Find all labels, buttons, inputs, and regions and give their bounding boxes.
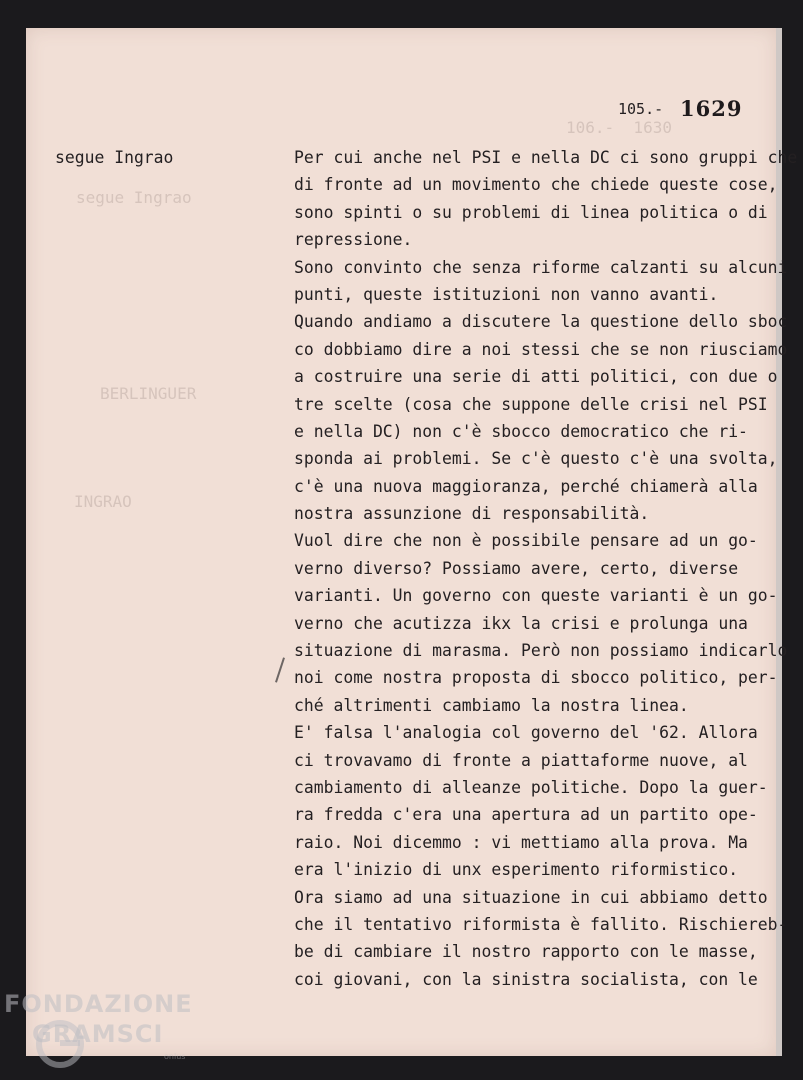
text-line: raio. Noi dicemmo : vi mettiamo alla prova. Ma xyxy=(294,832,748,852)
text-line: E' falsa l'analogia col governo del '62. Allora xyxy=(294,723,758,743)
text-line: Quando andiamo a discutere la questione dello sboc xyxy=(294,312,788,332)
archive-stamp-number: 1629 xyxy=(680,96,743,121)
bleed-through-mark: segue Ingrao xyxy=(76,188,192,207)
text-line: verno che acutizza ikx la crisi e prolunga una xyxy=(294,613,748,633)
bleed-through-mark: BERLINGUER xyxy=(100,384,197,403)
text-line: punti, queste istituzioni non vanno avanti. xyxy=(294,284,719,304)
text-line: situazione di marasma. Però non possiamo indicarlo xyxy=(294,641,788,661)
text-line: Per cui anche nel PSI e nella DC ci sono gruppi che xyxy=(294,148,798,167)
text-line: noi come nostra proposta di sbocco politico, per- xyxy=(294,668,778,688)
text-line: tre scelte (cosa che suppone delle crisi nel PSI xyxy=(294,394,768,414)
text-line: c'è una nuova maggioranza, perché chiamerà alla xyxy=(294,476,758,496)
fondazione-gramsci-watermark xyxy=(4,990,204,1070)
text-line: e nella DC) non c'è sbocco democratico che ri- xyxy=(294,421,748,441)
text-line: repressione. xyxy=(294,230,413,250)
text-line: varianti. Un governo con queste varianti è un go- xyxy=(294,586,778,606)
page-number: 105.- xyxy=(618,100,664,118)
text-line: Vuol dire che non è possibile pensare ad un go- xyxy=(294,531,758,551)
text-line: nostra assunzione di responsabilità. xyxy=(294,504,650,524)
text-line: cambiamento di alleanze politiche. Dopo la guer- xyxy=(294,777,768,797)
text-line: verno diverso? Possiamo avere, certo, diverse xyxy=(294,558,739,578)
watermark-line-1: FONDAZIONE xyxy=(4,990,193,1018)
bleed-through-mark: INGRAO xyxy=(74,492,132,511)
text-line: ra fredda c'era una apertura ad un partito ope- xyxy=(294,805,758,825)
text-line: coi giovani, con la sinistra socialista, con le xyxy=(294,969,758,989)
speaker-margin-label: segue Ingrao xyxy=(55,148,174,167)
text-line: be di cambiare il nostro rapporto con le masse, xyxy=(294,942,758,962)
text-line: di fronte ad un movimento che chiede queste cose, xyxy=(294,175,778,195)
text-line: ché altrimenti cambiamo la nostra linea. xyxy=(294,695,689,715)
watermark-line-2: GRAMSCI xyxy=(32,1020,164,1048)
bleed-through-mark: 106.- 1630 xyxy=(566,118,672,137)
text-line: sono spinti o su problemi di linea politica o di xyxy=(294,202,768,222)
text-line: Ora siamo ad una situazione in cui abbiamo detto xyxy=(294,887,768,907)
text-line: sponda ai problemi. Se c'è questo c'è una svolta, xyxy=(294,449,778,469)
text-line: ci trovavamo di fronte a piattaforme nuove, al xyxy=(294,750,748,770)
text-line: a costruire una serie di atti politici, con due o xyxy=(294,367,778,387)
typed-body-text xyxy=(294,144,797,993)
text-line: era l'inizio di unx esperimento riformistico. xyxy=(294,860,739,880)
text-line: Sono convinto che senza riforme calzanti su alcuni xyxy=(294,257,788,277)
text-line: che il tentativo riformista è fallito. Rischiereb- xyxy=(294,914,788,934)
watermark-suffix: onlus xyxy=(164,1052,186,1061)
text-line: co dobbiamo dire a noi stessi che se non riusciamo xyxy=(294,339,788,359)
